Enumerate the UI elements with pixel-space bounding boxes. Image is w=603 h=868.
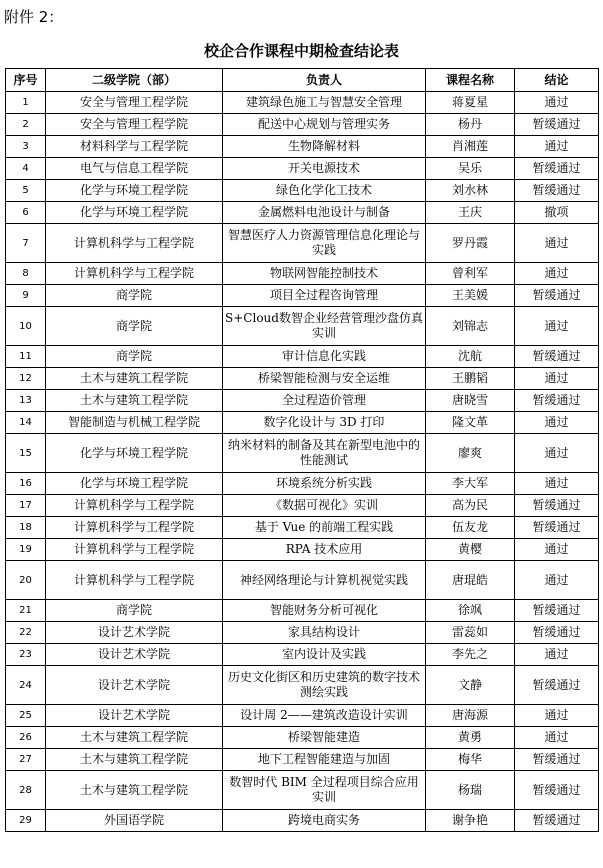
table-row bbox=[6, 412, 599, 434]
row-course: 配送中心规划与管理实务 bbox=[223, 114, 426, 136]
row-college: 计算机科学与工程学院 bbox=[46, 561, 223, 600]
row-person: 蒋夏星 bbox=[426, 92, 515, 114]
row-person: 李大军 bbox=[426, 473, 515, 495]
table-body bbox=[6, 92, 599, 832]
row-college: 安全与管理工程学院 bbox=[46, 114, 223, 136]
row-college: 计算机科学与工程学院 bbox=[46, 495, 223, 517]
row-college: 设计艺术学院 bbox=[46, 705, 223, 727]
row-result: 通过 bbox=[515, 434, 599, 473]
row-person: 伍友龙 bbox=[426, 517, 515, 539]
table-row bbox=[6, 180, 599, 202]
row-number: 18 bbox=[6, 517, 46, 539]
table-row bbox=[6, 495, 599, 517]
row-course: 设计周 2——建筑改造设计实训 bbox=[223, 705, 426, 727]
row-number: 25 bbox=[6, 705, 46, 727]
row-number: 1 bbox=[6, 92, 46, 114]
row-course: 基于 Vue 的前端工程实践 bbox=[223, 517, 426, 539]
row-course: 桥梁智能建造 bbox=[223, 727, 426, 749]
row-number: 10 bbox=[6, 307, 46, 346]
row-person: 雷蕊如 bbox=[426, 622, 515, 644]
row-course: 智能财务分析可视化 bbox=[223, 600, 426, 622]
row-number: 2 bbox=[6, 114, 46, 136]
row-college: 商学院 bbox=[46, 285, 223, 307]
table-row bbox=[6, 224, 599, 263]
table-row bbox=[6, 307, 599, 346]
row-person: 徐飒 bbox=[426, 600, 515, 622]
row-course: 生物降解材料 bbox=[223, 136, 426, 158]
header-person: 负责人 bbox=[223, 69, 426, 92]
row-course: 历史文化街区和历史建筑的数字技术测绘实践 bbox=[223, 666, 426, 705]
row-person: 谢争艳 bbox=[426, 810, 515, 832]
header-course: 课程名称 bbox=[426, 69, 515, 92]
table-row bbox=[6, 727, 599, 749]
row-course: S+Cloud数智企业经营管理沙盘仿真实训 bbox=[223, 307, 426, 346]
row-person: 唐海源 bbox=[426, 705, 515, 727]
row-course: 项目全过程咨询管理 bbox=[223, 285, 426, 307]
row-result: 通过 bbox=[515, 561, 599, 600]
row-result: 暂缓通过 bbox=[515, 749, 599, 771]
row-result: 暂缓通过 bbox=[515, 517, 599, 539]
row-person: 高为民 bbox=[426, 495, 515, 517]
row-course: 室内设计及实践 bbox=[223, 644, 426, 666]
row-person: 王庆 bbox=[426, 202, 515, 224]
row-number: 21 bbox=[6, 600, 46, 622]
row-course: 数智时代 BIM 全过程项目综合应用实训 bbox=[223, 771, 426, 810]
row-college: 土木与建筑工程学院 bbox=[46, 749, 223, 771]
row-result: 通过 bbox=[515, 473, 599, 495]
row-number: 12 bbox=[6, 368, 46, 390]
row-college: 设计艺术学院 bbox=[46, 666, 223, 705]
row-number: 7 bbox=[6, 224, 46, 263]
table-row bbox=[6, 666, 599, 705]
row-person: 肖湘莲 bbox=[426, 136, 515, 158]
row-college: 化学与环境工程学院 bbox=[46, 434, 223, 473]
row-result: 暂缓通过 bbox=[515, 622, 599, 644]
row-course: 纳米材料的制备及其在新型电池中的性能测试 bbox=[223, 434, 426, 473]
row-person: 唐琨皓 bbox=[426, 561, 515, 600]
row-number: 17 bbox=[6, 495, 46, 517]
row-course: 审计信息化实践 bbox=[223, 346, 426, 368]
row-number: 23 bbox=[6, 644, 46, 666]
attachment-label: 附件 2： bbox=[4, 8, 64, 26]
row-number: 26 bbox=[6, 727, 46, 749]
row-course: 《数据可视化》实训 bbox=[223, 495, 426, 517]
row-person: 唐晓雪 bbox=[426, 390, 515, 412]
table-row bbox=[6, 114, 599, 136]
table-row bbox=[6, 434, 599, 473]
row-college: 计算机科学与工程学院 bbox=[46, 517, 223, 539]
row-course: 开关电源技术 bbox=[223, 158, 426, 180]
row-number: 6 bbox=[6, 202, 46, 224]
row-result: 通过 bbox=[515, 539, 599, 561]
table-row bbox=[6, 561, 599, 600]
table-row bbox=[6, 285, 599, 307]
row-result: 暂缓通过 bbox=[515, 114, 599, 136]
table-row bbox=[6, 92, 599, 114]
row-result: 暂缓通过 bbox=[515, 180, 599, 202]
row-number: 19 bbox=[6, 539, 46, 561]
row-college: 土木与建筑工程学院 bbox=[46, 727, 223, 749]
table-row bbox=[6, 644, 599, 666]
table-row bbox=[6, 473, 599, 495]
row-result: 暂缓通过 bbox=[515, 158, 599, 180]
table-row bbox=[6, 202, 599, 224]
table-row bbox=[6, 368, 599, 390]
row-course: 神经网络理论与计算机视觉实践 bbox=[223, 561, 426, 600]
row-person: 吴乐 bbox=[426, 158, 515, 180]
row-result: 暂缓通过 bbox=[515, 666, 599, 705]
header-no: 序号 bbox=[6, 69, 46, 92]
row-number: 14 bbox=[6, 412, 46, 434]
row-person: 曾利军 bbox=[426, 263, 515, 285]
row-person: 黄勇 bbox=[426, 727, 515, 749]
row-result: 暂缓通过 bbox=[515, 600, 599, 622]
row-college: 化学与环境工程学院 bbox=[46, 180, 223, 202]
table-row bbox=[6, 771, 599, 810]
table-row bbox=[6, 346, 599, 368]
row-result: 通过 bbox=[515, 307, 599, 346]
row-number: 24 bbox=[6, 666, 46, 705]
row-college: 商学院 bbox=[46, 600, 223, 622]
row-course: 数字化设计与 3D 打印 bbox=[223, 412, 426, 434]
row-result: 暂缓通过 bbox=[515, 810, 599, 832]
row-course: 金属燃料电池设计与制备 bbox=[223, 202, 426, 224]
row-college: 设计艺术学院 bbox=[46, 644, 223, 666]
row-result: 撤项 bbox=[515, 202, 599, 224]
row-course: 全过程造价管理 bbox=[223, 390, 426, 412]
row-person: 隆文革 bbox=[426, 412, 515, 434]
row-number: 28 bbox=[6, 771, 46, 810]
row-result: 暂缓通过 bbox=[515, 285, 599, 307]
row-course: 桥梁智能检测与安全运维 bbox=[223, 368, 426, 390]
row-result: 暂缓通过 bbox=[515, 390, 599, 412]
row-person: 梅华 bbox=[426, 749, 515, 771]
row-person: 沈航 bbox=[426, 346, 515, 368]
row-result: 通过 bbox=[515, 368, 599, 390]
row-number: 15 bbox=[6, 434, 46, 473]
row-result: 暂缓通过 bbox=[515, 771, 599, 810]
row-college: 智能制造与机械工程学院 bbox=[46, 412, 223, 434]
row-number: 5 bbox=[6, 180, 46, 202]
row-college: 土木与建筑工程学院 bbox=[46, 771, 223, 810]
row-college: 土木与建筑工程学院 bbox=[46, 390, 223, 412]
row-person: 刘锦志 bbox=[426, 307, 515, 346]
row-result: 通过 bbox=[515, 412, 599, 434]
row-number: 3 bbox=[6, 136, 46, 158]
table-row bbox=[6, 136, 599, 158]
row-college: 计算机科学与工程学院 bbox=[46, 224, 223, 263]
table-row bbox=[6, 705, 599, 727]
row-result: 通过 bbox=[515, 136, 599, 158]
row-college: 土木与建筑工程学院 bbox=[46, 368, 223, 390]
row-course: 跨境电商实务 bbox=[223, 810, 426, 832]
table-row bbox=[6, 600, 599, 622]
row-result: 暂缓通过 bbox=[515, 346, 599, 368]
table-row bbox=[6, 622, 599, 644]
row-college: 材料科学与工程学院 bbox=[46, 136, 223, 158]
header-college: 二级学院（部） bbox=[46, 69, 223, 92]
row-number: 11 bbox=[6, 346, 46, 368]
row-result: 通过 bbox=[515, 224, 599, 263]
row-course: 家具结构设计 bbox=[223, 622, 426, 644]
row-number: 29 bbox=[6, 810, 46, 832]
row-college: 外国语学院 bbox=[46, 810, 223, 832]
row-result: 暂缓通过 bbox=[515, 495, 599, 517]
row-result: 通过 bbox=[515, 644, 599, 666]
row-course: 地下工程智能建造与加固 bbox=[223, 749, 426, 771]
page-title: 校企合作课程中期检查结论表 bbox=[203, 42, 399, 60]
table-row bbox=[6, 158, 599, 180]
row-college: 安全与管理工程学院 bbox=[46, 92, 223, 114]
row-course: 建筑绿色施工与智慧安全管理 bbox=[223, 92, 426, 114]
table-row bbox=[6, 263, 599, 285]
row-college: 化学与环境工程学院 bbox=[46, 202, 223, 224]
row-number: 9 bbox=[6, 285, 46, 307]
results-table bbox=[5, 68, 599, 832]
row-person: 罗丹霞 bbox=[426, 224, 515, 263]
row-person: 黄樱 bbox=[426, 539, 515, 561]
row-person: 李先之 bbox=[426, 644, 515, 666]
table-row bbox=[6, 810, 599, 832]
row-person: 刘水林 bbox=[426, 180, 515, 202]
row-person: 王鹏韬 bbox=[426, 368, 515, 390]
row-course: 物联网智能控制技术 bbox=[223, 263, 426, 285]
row-person: 杨丹 bbox=[426, 114, 515, 136]
row-result: 通过 bbox=[515, 263, 599, 285]
row-person: 文静 bbox=[426, 666, 515, 705]
row-person: 王美媛 bbox=[426, 285, 515, 307]
row-result: 通过 bbox=[515, 705, 599, 727]
table-header-row bbox=[6, 69, 599, 92]
table-row bbox=[6, 390, 599, 412]
row-result: 通过 bbox=[515, 92, 599, 114]
row-college: 电气与信息工程学院 bbox=[46, 158, 223, 180]
table-row bbox=[6, 539, 599, 561]
row-number: 22 bbox=[6, 622, 46, 644]
row-college: 商学院 bbox=[46, 346, 223, 368]
row-course: 智慧医疗人力资源管理信息化理论与实践 bbox=[223, 224, 426, 263]
row-number: 4 bbox=[6, 158, 46, 180]
row-course: 绿色化学化工技术 bbox=[223, 180, 426, 202]
row-number: 13 bbox=[6, 390, 46, 412]
row-college: 计算机科学与工程学院 bbox=[46, 263, 223, 285]
table-row bbox=[6, 517, 599, 539]
header-result: 结论 bbox=[515, 69, 599, 92]
row-person: 杨瑞 bbox=[426, 771, 515, 810]
row-college: 计算机科学与工程学院 bbox=[46, 539, 223, 561]
row-college: 化学与环境工程学院 bbox=[46, 473, 223, 495]
row-college: 设计艺术学院 bbox=[46, 622, 223, 644]
row-number: 27 bbox=[6, 749, 46, 771]
row-number: 8 bbox=[6, 263, 46, 285]
row-college: 商学院 bbox=[46, 307, 223, 346]
row-course: 环境系统分析实践 bbox=[223, 473, 426, 495]
row-result: 通过 bbox=[515, 727, 599, 749]
table-row bbox=[6, 749, 599, 771]
row-course: RPA 技术应用 bbox=[223, 539, 426, 561]
row-person: 廖爽 bbox=[426, 434, 515, 473]
row-number: 16 bbox=[6, 473, 46, 495]
row-number: 20 bbox=[6, 561, 46, 600]
